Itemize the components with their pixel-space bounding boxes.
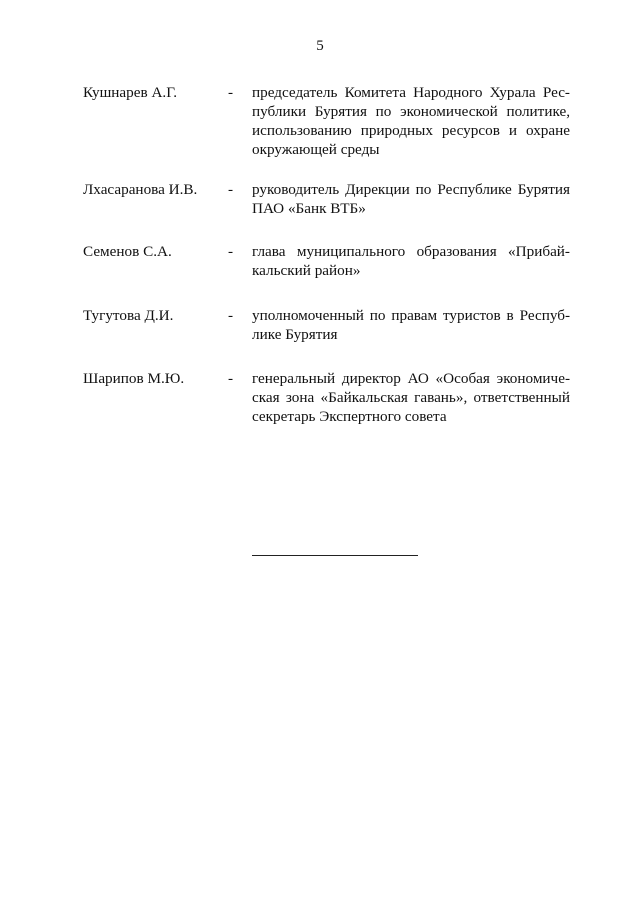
separator-dash: - (228, 243, 234, 260)
member-role (252, 369, 570, 426)
separator-dash: - (228, 181, 234, 198)
role-line: председатель Комитета Народного Хурала Рес- (252, 84, 570, 101)
role-line: публики Бурятия по экономической политике, (252, 103, 570, 120)
role-line: лике Бурятия (252, 326, 338, 343)
role-line: ская зона «Байкальская гавань», ответственный (252, 389, 570, 406)
closing-rule (252, 555, 418, 556)
role-line: уполномоченный по правам туристов в Респуб- (252, 307, 570, 324)
separator-dash: - (228, 84, 234, 101)
role-line: генеральный директор АО «Особая экономиче- (252, 370, 570, 387)
member-role (252, 83, 570, 159)
member-name: Лхасаранова И.В. (83, 181, 198, 198)
role-line: руководитель Дирекции по Республике Бурятия (252, 181, 570, 198)
role-line: окружающей среды (252, 141, 380, 158)
page-number: 5 (316, 38, 324, 54)
member-role (252, 242, 570, 280)
role-line: использованию природных ресурсов и охране (252, 122, 570, 139)
role-line: секретарь Экспертного совета (252, 408, 447, 425)
member-name: Семенов С.А. (83, 243, 172, 260)
member-role (252, 306, 570, 344)
role-line: кальский район» (252, 262, 361, 279)
role-line: глава муниципального образования «Прибай- (252, 243, 570, 260)
separator-dash: - (228, 307, 234, 324)
separator-dash: - (228, 370, 234, 387)
member-name: Тугутова Д.И. (83, 307, 174, 324)
member-role (252, 180, 570, 218)
member-name: Кушнарев А.Г. (83, 84, 178, 101)
member-name: Шарипов М.Ю. (83, 370, 185, 387)
role-line: ПАО «Банк ВТБ» (252, 200, 366, 217)
